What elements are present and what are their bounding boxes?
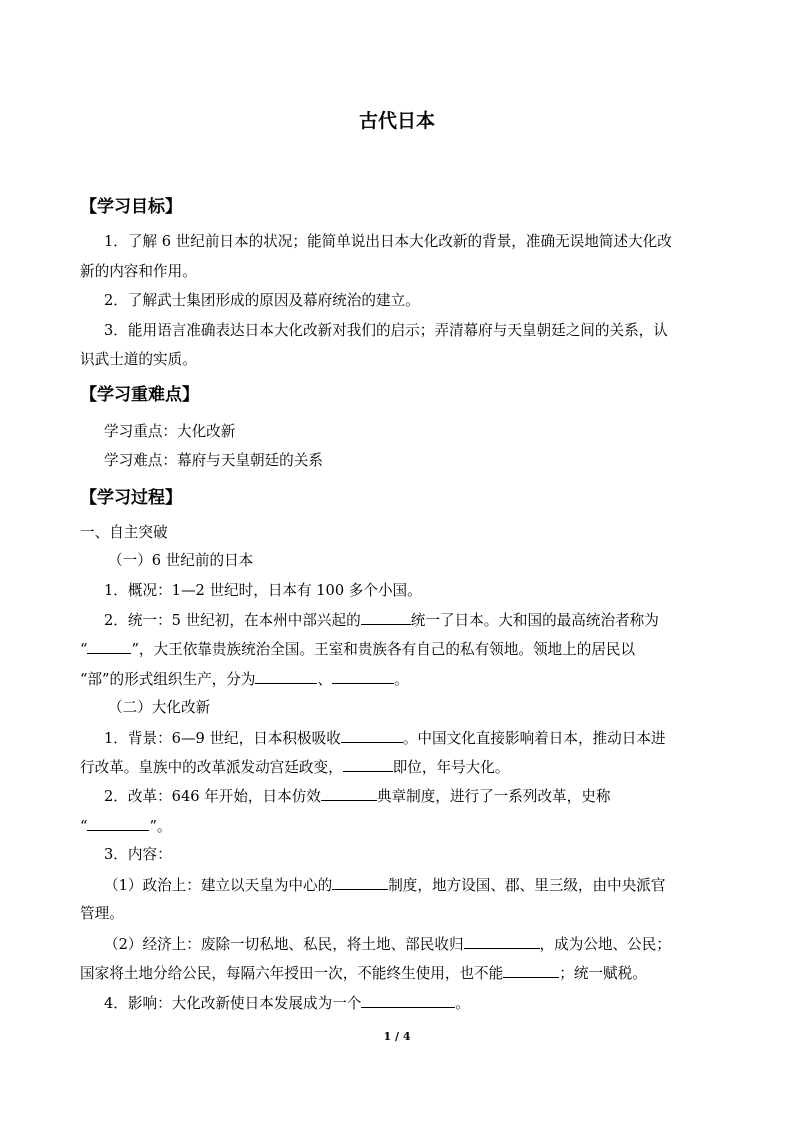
fill-blank[interactable] <box>341 728 403 743</box>
section-2-line-2: 行改革。皇族中的改革派发动宫廷政变， 即位，年号大化。 <box>80 759 510 776</box>
fill-blank[interactable] <box>332 669 394 684</box>
section-1-heading: （一）6 世纪前的日本 <box>108 552 254 569</box>
fill-blank[interactable] <box>503 963 559 978</box>
fill-blank[interactable] <box>361 610 411 625</box>
section-2-line-10: 4．影响：大化改新使日本发展成为一个 。 <box>104 995 470 1012</box>
part-1-heading: 一、自主突破 <box>80 524 168 541</box>
section-1-line-4: “部”的形式组织生产，分为 、 。 <box>80 671 409 688</box>
fill-blank[interactable] <box>464 934 540 949</box>
fill-blank[interactable] <box>343 757 393 772</box>
section-2-line-7: 管理。 <box>80 905 124 922</box>
objective-3-line-2: 识武士道的实质。 <box>80 351 197 368</box>
fill-blank[interactable] <box>361 993 455 1008</box>
page-number: 1 / 4 <box>383 1030 411 1043</box>
fill-blank[interactable] <box>321 786 377 801</box>
section-2-line-4: “ ”。 <box>80 818 172 835</box>
section-2-line-3: 2．改革：646 年开始，日本仿效 典章制度，进行了一系列改革，史称 <box>104 788 611 805</box>
section-1-line-2: 2．统一：5 世纪初，在本州中部兴起的 统一了日本。大和国的最高统治者称为 <box>104 612 659 629</box>
heading-objectives: 【学习目标】 <box>80 197 182 217</box>
section-2-heading: （二）大化改新 <box>108 699 211 716</box>
fill-blank[interactable] <box>87 816 149 831</box>
fill-blank[interactable] <box>87 639 131 654</box>
section-2-line-1: 1．背景：6—9 世纪，日本积极吸收 。中国文化直接影响着日本，推动日本进 <box>104 730 666 747</box>
section-2-line-9: 国家将土地分给公民，每隔六年授田一次，不能终生使用，也不能 ；统一赋税。 <box>80 965 647 982</box>
section-1-line-1: 1．概况：1—2 世纪时，日本有 100 多个小国。 <box>104 582 422 599</box>
section-1-line-3: “ ”，大王依靠贵族统治全国。王室和贵族各有自己的私有领地。领地上的居民以 <box>80 641 636 658</box>
key-point-difficulty: 学习难点：幕府与天皇朝廷的关系 <box>104 452 323 469</box>
objective-1-line-1: 1．了解 6 世纪前日本的状况；能简单说出日本大化改新的背景，准确无误地简述大化改 <box>104 233 672 250</box>
section-2-line-6: （1）政治上：建立以天皇为中心的 制度，地方设国、郡、里三级，由中央派官 <box>104 877 666 894</box>
fill-blank[interactable] <box>255 669 317 684</box>
heading-process: 【学习过程】 <box>80 488 182 508</box>
section-2-line-5: 3．内容： <box>104 846 172 863</box>
section-2-line-8: （2）经济上：废除一切私地、私民，将土地、部民收归 ，成为公地、公民； <box>104 936 671 953</box>
objective-2: 2．了解武士集团形成的原因及幕府统治的建立。 <box>104 292 420 309</box>
key-point-focus: 学习重点：大化改新 <box>104 423 236 440</box>
fill-blank[interactable] <box>332 875 388 890</box>
objective-3-line-1: 3．能用语言准确表达日本大化改新对我们的启示；弄清幕府与天皇朝廷之间的关系，认 <box>104 322 668 339</box>
page-title: 古代日本 <box>358 110 435 132</box>
objective-1-line-2: 新的内容和作用。 <box>80 263 197 280</box>
heading-key-points: 【学习重难点】 <box>80 385 199 405</box>
